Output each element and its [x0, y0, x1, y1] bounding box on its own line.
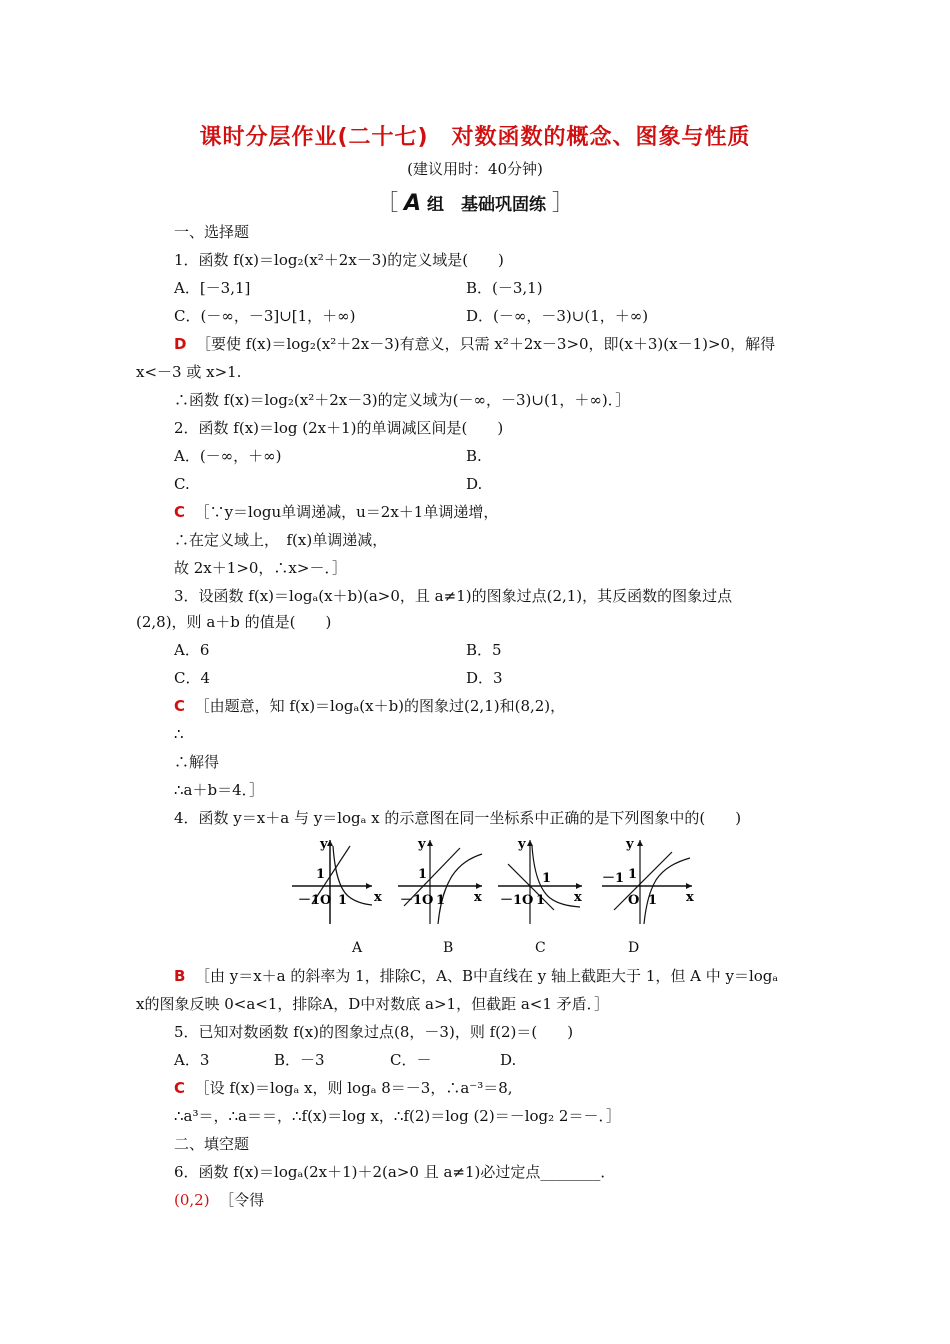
group-letter: A	[404, 191, 422, 216]
graph-c-y-label: y	[518, 837, 526, 852]
graph-b-y-label: y	[418, 837, 426, 852]
q2-answer: C	[174, 503, 186, 521]
q4-solution-1: B ［由 y＝x＋a 的斜率为 1，排除C，A、B中直线在 y 轴上截距大于 1，但 A 中 y＝logₐ	[174, 967, 779, 985]
q1-option-c: C．(－∞，－3]∪[1，＋∞)	[174, 307, 356, 325]
q5-option-b: B．－3	[274, 1051, 325, 1069]
graph-b-one-y: 1	[418, 867, 428, 882]
q3-answer: C	[174, 697, 186, 715]
graph-a-y-label: y	[320, 837, 328, 852]
graph-b-x-label: x	[474, 890, 482, 905]
graph-label-b: B	[443, 940, 454, 956]
q2-solution-3: 故 2x＋1>0，∴x>－．］	[174, 559, 347, 577]
graph-c-one-y: 1	[542, 871, 552, 886]
q5-option-d: D.	[500, 1051, 517, 1069]
graph-label-a: A	[352, 940, 363, 956]
q1-solution-2: x<－3 或 x>1.	[136, 363, 242, 381]
group-label: 组 基础巩固练	[426, 195, 546, 215]
q1-option-b: B．(－3,1)	[466, 279, 543, 297]
q5-solution-2: ∴a³＝，∴a＝＝，∴f(x)＝log x，∴f(2)＝log (2)＝－log₂ 2＝－．］	[174, 1107, 621, 1125]
graph-a-origin: －1O	[298, 893, 332, 908]
graph-a-one-x: 1	[338, 893, 348, 908]
graph-d-neg1: －1	[602, 871, 625, 886]
q3-solution-3: ∴解得	[174, 753, 220, 771]
q1-answer: D	[174, 335, 187, 353]
graph-label-d: D	[628, 940, 640, 956]
q3-option-b: B．5	[466, 641, 502, 659]
graph-c-origin: －1O	[500, 893, 534, 908]
graph-a-one-y: 1	[316, 867, 326, 882]
graph-d-one-y: 1	[628, 867, 638, 882]
q4-stem: 4．函数 y＝x＋a 与 y＝logₐ x 的示意图在同一坐标系中正确的是下列图象中的( )	[174, 809, 742, 827]
page-title: 课时分层作业(二十七) 对数函数的概念、图象与性质	[199, 125, 751, 150]
q5-answer: C	[174, 1079, 186, 1097]
q3-solution-4: ∴a＋b＝4．］	[174, 781, 265, 799]
q3-option-c: C．4	[174, 669, 211, 687]
section-heading-fill: 二、填空题	[174, 1135, 250, 1153]
q4-graphs	[288, 834, 708, 934]
graph-a	[292, 837, 382, 924]
graph-d-one-x: 1	[648, 893, 658, 908]
graph-label-c: C	[535, 940, 546, 956]
section-heading-choice: 一、选择题	[174, 223, 250, 241]
graph-b-one-x: 1	[436, 893, 446, 908]
q2-option-b: B.	[466, 447, 482, 465]
q2-stem: 2．函数 f(x)＝log (2x＋1)的单调减区间是( )	[174, 419, 504, 437]
graph-d-origin: O	[628, 893, 640, 908]
q2-solution-1: C ［∵y＝logu单调递减，u＝2x＋1单调递增，	[174, 503, 499, 521]
graph-a-x-label: x	[374, 890, 382, 905]
q6-solution-1: (0,2) ［令得	[174, 1191, 265, 1209]
q5-solution-1: C ［设 f(x)＝logₐ x，则 logₐ 8＝－3，∴a⁻³＝8,	[174, 1079, 513, 1097]
q2-option-c: C.	[174, 475, 190, 493]
left-bracket: ［	[376, 191, 399, 216]
group-heading	[0, 186, 950, 217]
q1-option-d: D．(－∞，－3)∪(1，＋∞)	[466, 307, 649, 325]
q3-option-a: A．6	[174, 641, 210, 659]
q5-stem: 5．已知对数函数 f(x)的图象过点(8，－3)，则 f(2)＝( )	[174, 1023, 574, 1041]
graph-c	[498, 837, 582, 924]
q5-option-c: C．－	[390, 1051, 432, 1069]
graph-d-x-label: x	[686, 890, 694, 905]
q4-solution-2: x的图象反映 0<a<1，排除A，D中对数底 a>1，但截距 a<1 矛盾．］	[136, 995, 610, 1013]
graph-d	[602, 837, 694, 924]
q3-option-d: D．3	[466, 669, 503, 687]
graph-d-y-label: y	[626, 837, 634, 852]
q5-option-a: A．3	[174, 1051, 210, 1069]
q3-stem-1: 3．设函数 f(x)＝logₐ(x＋b)(a>0，且 a≠1)的图象过点(2,1)，其反函数的图象过点	[174, 587, 733, 605]
q1-stem: 1．函数 f(x)＝log₂(x²＋2x－3)的定义域是( )	[174, 251, 504, 269]
q2-solution-2: ∴在定义域上， f(x)单调递减，	[174, 531, 388, 549]
q1-solution-1: D ［要使 f(x)＝log₂(x²＋2x－3)有意义，只需 x²＋2x－3>0，即(x＋3)(x－1)>0，解得	[174, 335, 776, 353]
q2-option-d: D.	[466, 475, 483, 493]
q3-stem-2: (2,8)，则 a＋b 的值是( )	[136, 613, 332, 631]
graph-b	[398, 837, 482, 924]
q6-stem: 6．函数 f(x)＝logₐ(2x＋1)＋2(a>0 且 a≠1)必过定点________．	[174, 1163, 616, 1181]
suggested-time: (建议用时：40分钟)	[407, 160, 543, 178]
graph-c-one-x: 1	[536, 893, 546, 908]
q3-solution-1: C ［由题意，知 f(x)＝logₐ(x＋b)的图象过(2,1)和(8,2)，	[174, 697, 566, 715]
right-bracket: ］	[551, 191, 574, 216]
q4-answer: B	[174, 967, 186, 985]
q1-option-a: A．[－3,1]	[174, 279, 251, 297]
q1-solution-3: ∴函数 f(x)＝log₂(x²＋2x－3)的定义域为(－∞，－3)∪(1，＋∞)．］	[174, 391, 631, 409]
graph-b-origin: －1O	[400, 893, 434, 908]
graph-c-x-label: x	[574, 890, 582, 905]
q2-option-a: A．(－∞，＋∞)	[174, 447, 282, 465]
q6-answer: (0,2)	[174, 1191, 210, 1209]
q3-solution-2: ∴	[174, 725, 184, 743]
